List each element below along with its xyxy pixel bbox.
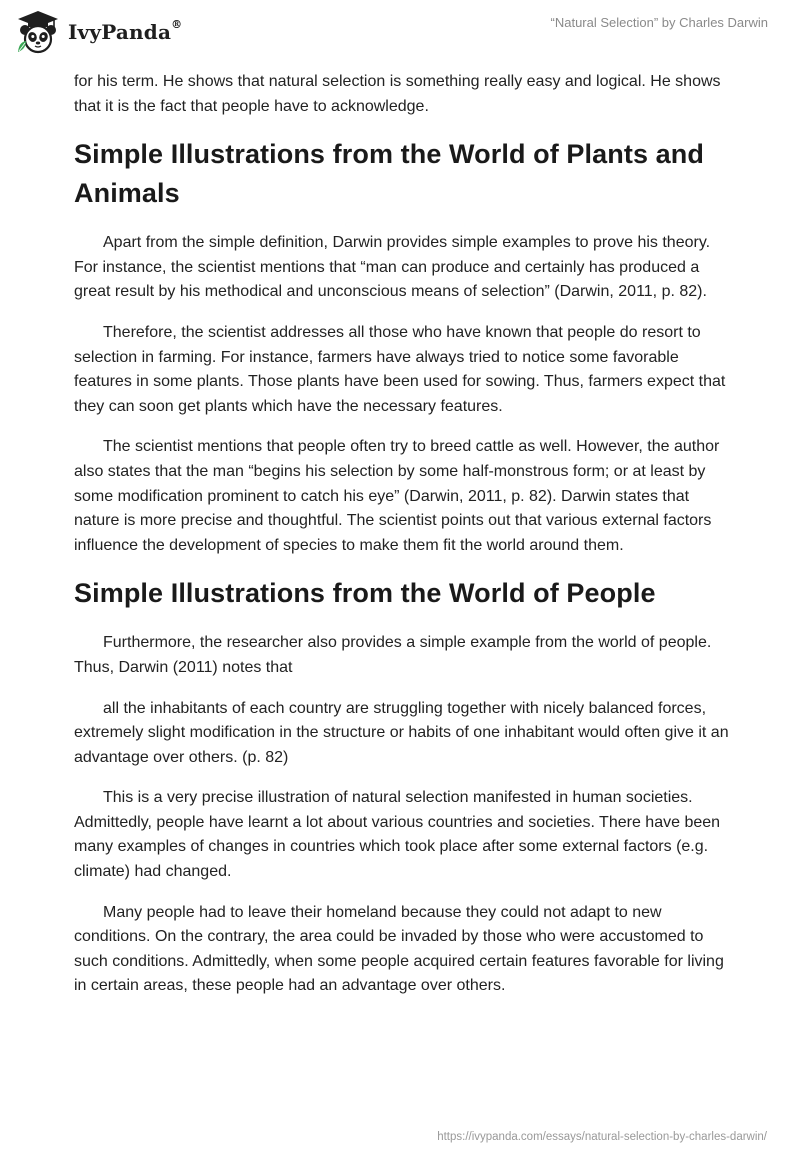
brand-logo[interactable]	[14, 8, 182, 56]
panda-graduate-icon	[14, 8, 62, 56]
section-heading-plants-animals: Simple Illustrations from the World of Plants and Animals	[74, 139, 704, 209]
paragraph: This is a very precise illustration of natural selection manifested in human societies. Admittedly, people have learnt a lot about various countries and societies. There have been many examples of changes in countries which took place after some external factors (e.g. climate) had changed.	[74, 789, 721, 881]
block-quote: all the inhabitants of each country are struggling together with nicely balanced forces, extremely slight modification in the structure or habits of one inhabitant would often give it an advantage over others. (p. 82)	[74, 699, 729, 766]
paragraph: Therefore, the scientist addresses all those who have known that people do resort to selection in farming. For instance, farmers have always tried to notice some favorable features in some plants. Those plants have been used for sowing. Thus, farmers expect that they can soon get plants which have the necessary features.	[74, 323, 726, 415]
essay-body	[74, 70, 734, 1015]
paragraph: Furthermore, the researcher also provides a simple example from the world of people. Thus, Darwin (2011) notes that	[74, 634, 712, 676]
section-heading-people: Simple Illustrations from the World of People	[74, 578, 656, 609]
paragraph: Many people had to leave their homeland because they could not adapt to new conditions. On the contrary, the area could be invaded by those who were accustomed to such conditions. Admittedly, when some people acquired certain features favorable for living in certain areas, these people had an advantage over others.	[74, 903, 724, 995]
document-title: “Natural Selection” by Charles Darwin	[550, 15, 768, 30]
page-header	[0, 0, 800, 66]
paragraph: Apart from the simple definition, Darwin provides simple examples to prove his theory. For instance, the scientist mentions that “man can produce and certainly has produced a great result by his methodical and unconscious means of selection” (Darwin, 2011, p. 82).	[74, 234, 711, 301]
brand-name: IvyPanda®	[68, 18, 183, 44]
intro-paragraph: for his term. He shows that natural selection is something really easy and logical. He shows that it is the fact that people have to acknowledge.	[74, 73, 721, 115]
paragraph: The scientist mentions that people often try to breed cattle as well. However, the author also states that the man “begins his selection by some half-monstrous form; or at least by some modification prominent to catch his eye” (Darwin, 2011, p. 82). Darwin states that nature is more precise and thoughtful. The scientist points out that various external factors influence the development of species to make them fit the world around them.	[74, 438, 720, 554]
source-url-link[interactable]: https://ivypanda.com/essays/natural-selection-by-charles-darwin/	[437, 1131, 767, 1143]
